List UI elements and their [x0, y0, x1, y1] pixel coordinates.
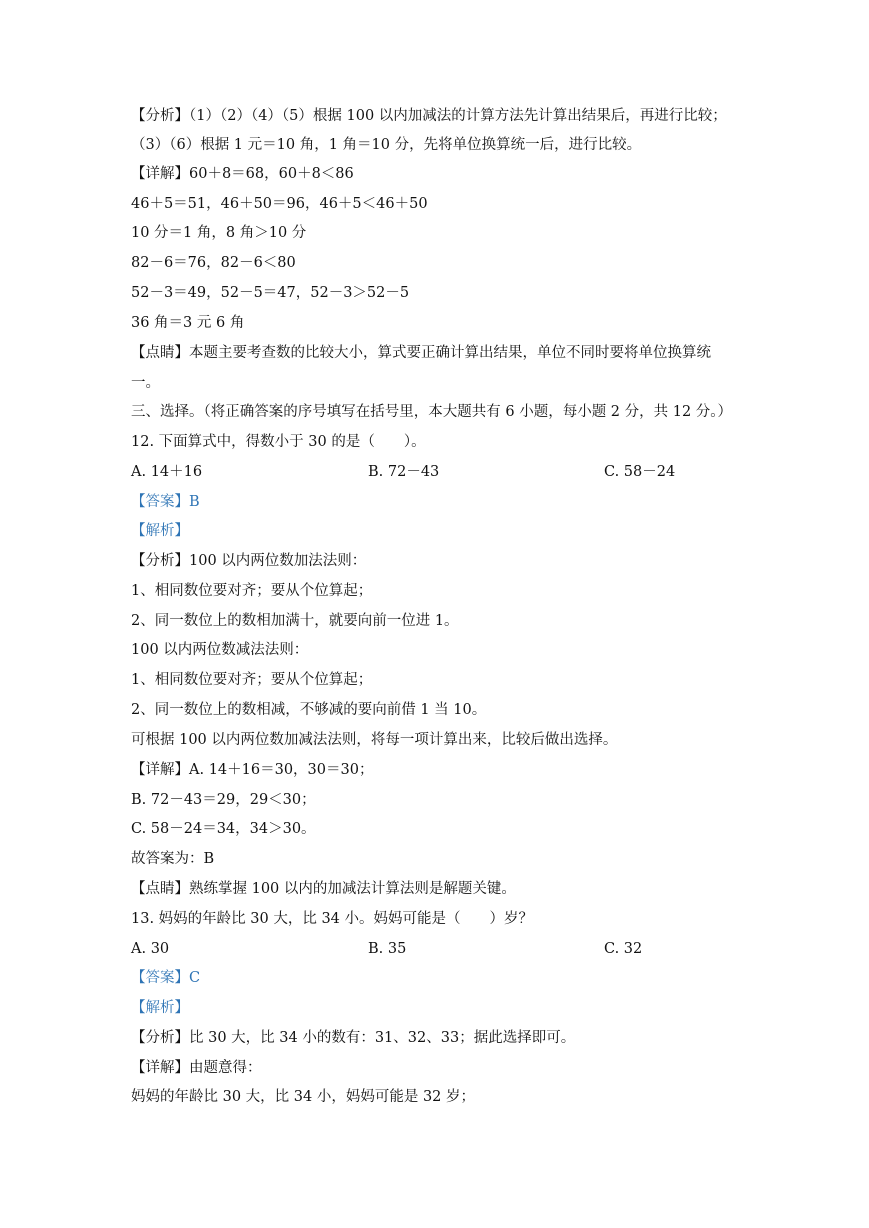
rule-line: 100 以内两位数减法法则： — [131, 642, 309, 658]
option-a: A. 30 — [131, 941, 170, 957]
question-12-options — [131, 457, 759, 487]
question-12: 12. 下面算式中，得数小于 30 的是（ ）。 — [131, 434, 426, 450]
explanation-label: 【解析】 — [131, 523, 189, 539]
solution-line: 82－6＝76，82－6＜80 — [131, 255, 296, 271]
detail-solution-line: 【详解】A. 14＋16＝30，30＝30； — [131, 762, 374, 778]
rule-line: 1、相同数位要对齐；要从个位算起； — [131, 583, 373, 599]
explanation-label: 【解析】 — [131, 1000, 189, 1016]
analysis-summary: 可根据 100 以内两位数加减法法则，将每一项计算出来，比较后做出选择。 — [131, 732, 618, 748]
option-a: A. 14＋16 — [131, 464, 203, 480]
answer-label: 【答案】C — [131, 970, 201, 986]
solution-line: 10 分＝1 角，8 角＞10 分 — [131, 225, 307, 241]
section-heading-choice: 三、选择。（将正确答案的序号填写在括号里，本大题共有 6 小题，每小题 2 分，共 12 分。） — [131, 404, 733, 420]
key-point-line-1: 【点睛】本题主要考查数的比较大小，算式要正确计算出结果，单位不同时要将单位换算统 — [131, 345, 711, 361]
analysis-paragraph-line-1: 【分析】（1）（2）（4）（5）根据 100 以内加减法的计算方法先计算出结果后，再进行比较； — [131, 108, 727, 124]
analysis-line: 【分析】100 以内两位数加法法则： — [131, 553, 367, 569]
solution-line: 52－3＝49，52－5＝47，52－3＞52－5 — [131, 285, 410, 301]
key-point-line: 【点睛】熟练掌握 100 以内的加减法计算法则是解题关键。 — [131, 881, 516, 897]
detail-solution-line: C. 58－24＝34，34＞30。 — [131, 821, 316, 837]
solution-line: 36 角＝3 元 6 角 — [131, 315, 245, 331]
solution-line: 46＋5＝51，46＋50＝96，46＋5＜46＋50 — [131, 196, 428, 212]
rule-line: 1、相同数位要对齐；要从个位算起； — [131, 672, 373, 688]
analysis-paragraph-line-2: （3）（6）根据 1 元＝10 角，1 角＝10 分，先将单位换算统一后，进行比较。 — [131, 137, 642, 153]
option-b: B. 35 — [368, 941, 407, 957]
option-c: C. 58－24 — [604, 464, 676, 480]
option-c: C. 32 — [604, 941, 643, 957]
rule-line: 2、同一数位上的数相加满十，就要向前一位进 1。 — [131, 613, 459, 629]
option-b: B. 72－43 — [368, 464, 440, 480]
final-answer: 故答案为：B — [131, 851, 215, 867]
detail-solution-heading: 【详解】60＋8＝68，60＋8＜86 — [131, 166, 354, 182]
question-13: 13. 妈妈的年龄比 30 大，比 34 小。妈妈可能是（ ）岁？ — [131, 911, 534, 927]
detail-solution-line: B. 72－43＝29，29＜30； — [131, 792, 316, 808]
detail-solution-line: 妈妈的年龄比 30 大，比 34 小，妈妈可能是 32 岁； — [131, 1089, 476, 1105]
analysis-line: 【分析】比 30 大，比 34 小的数有：31、32、33；据此选择即可。 — [131, 1030, 576, 1046]
question-13-options — [131, 934, 759, 964]
rule-line: 2、同一数位上的数相减，不够减的要向前借 1 当 10。 — [131, 702, 487, 718]
detail-solution-line: 【详解】由题意得： — [131, 1060, 262, 1076]
key-point-line-2: 一。 — [131, 375, 160, 391]
answer-label: 【答案】B — [131, 494, 200, 510]
